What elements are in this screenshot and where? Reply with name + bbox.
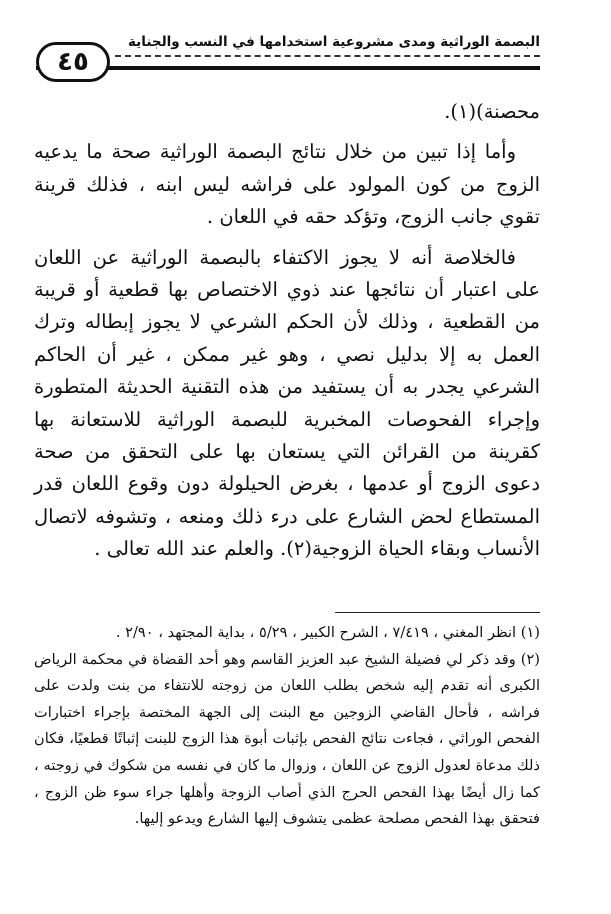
main-text xyxy=(34,96,540,566)
page-number-badge: ٤٥ xyxy=(36,42,110,82)
footnote-1: (١) انظر المغني ، ٧/٤١٩ ، الشرح الكبير ، ٥/٢٩ ، بداية المجتهد ، ٢/٩٠ . xyxy=(115,624,540,641)
footnote-2: (٢) وقد ذكر لي فضيلة الشيخ عبد العزيز القاسم وهو أحد القضاة في محكمة الرياض الكبرى أنه تقدم إليه شخص بطلب اللعان من زوجته للانتفاء من بنت ولدت على فراشه ، فأحال القاضي الزوجين مع البنت إلى الجهة المختصة بإجراء اختبارات الفحص الوراثي ، فجاءت نتائج الفحص بإثبات أبوة هذا الزوج للبنت إثباتًا قطعيًا، فكان ذلك مدعاة لعدول الزوج عن اللعان ، وزوال ما كان في نفسه من شكوك في زوجته ، كما زال أيضًا بهذا الفحص الحرج الذي أصاب الزوجة وأهلها جراء سوء ظن الزوج ، فتحقق بهذا الفحص مصلحة عظمى يتشوف إليها الشارع ويدعو إليها. xyxy=(34,650,540,828)
footnotes xyxy=(34,620,540,833)
header-dashed-line xyxy=(115,55,540,57)
paragraph-continuation: محصنة)(١). xyxy=(444,100,540,123)
header-rule xyxy=(36,66,540,70)
running-header-title: البصمة الوراثية ومدى مشروعية استخدامها في النسب والجناية xyxy=(128,34,540,50)
footnote-separator xyxy=(335,612,540,613)
paragraph-2: وأما إذا تبين من خلال نتائج البصمة الوراثية صحة ما يدعيه الزوج من كون المولود على فراشه ليس ابنه ، فذلك قرينة تقوي جانب الزوج، وتؤكد حقه في اللعان . xyxy=(34,140,540,229)
paragraph-conclusion: فالخلاصة أنه لا يجوز الاكتفاء بالبصمة الوراثية عن اللعان على اعتبار أن نتائجها عند ذوي الاختصاص بها قطعية أو قريبة من القطعية ، وذلك لأن الحكم الشرعي لا يجوز إبطاله وترك العمل به إلا بدليل نصي ، وهو غير ممكن ، غير أن الحاكم الشرعي يجدر به أن يستفيد من هذه التقنية الحديثة المتطورة وإجراء الفحوصات المخبرية للبصمة الوراثية للاستعانة بها كقرينة من القرائن التي يستعان بها على التحقق من صحة دعوى الزوج أو عدمها ، بغرض الحيلولة دون وقوع اللعان قدر المستطاع لحض الشارع على درء ذلك ومنعه ، وتشوفه لاتصال الأنساب وبقاء الحياة الزوجية(٢). والعلم عند الله تعالى . xyxy=(34,245,540,561)
